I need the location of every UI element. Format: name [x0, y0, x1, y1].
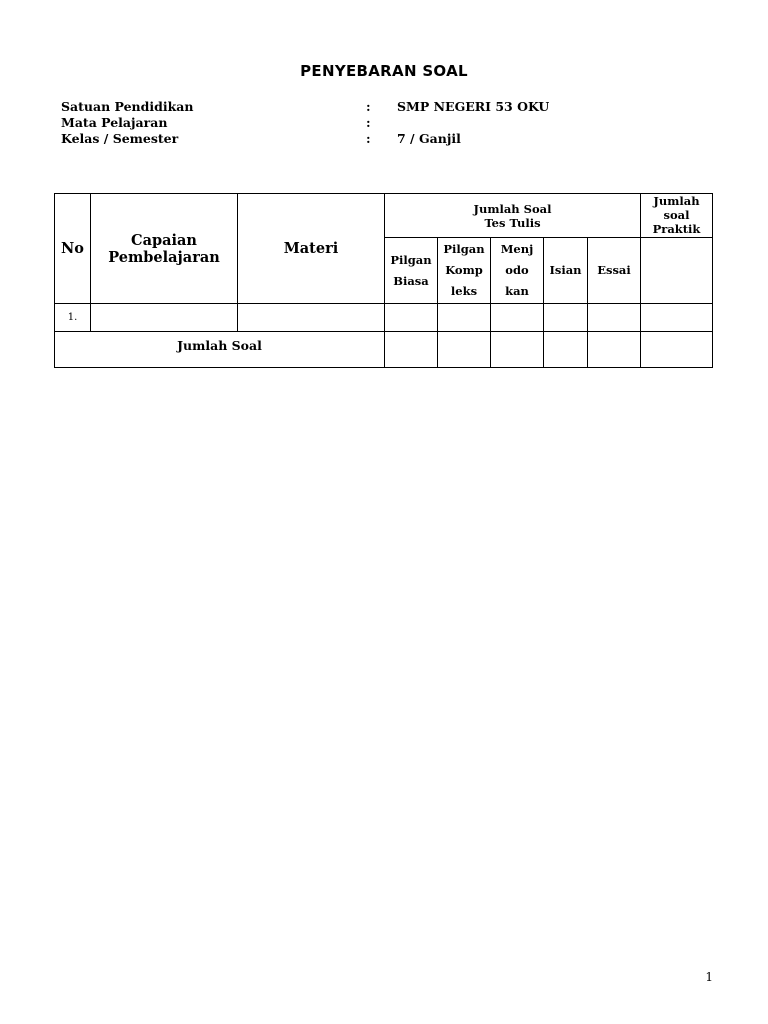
header-essai: Essai — [588, 238, 641, 304]
table-row — [55, 304, 713, 332]
document-title: PENYEBARAN SOAL — [300, 62, 468, 80]
header-isian: Isian — [544, 238, 588, 304]
info-label: Satuan Pendidikan — [61, 99, 194, 114]
header-capaian-pembelajaran: Capaian Pembelajaran — [91, 194, 238, 304]
header-no: No — [55, 194, 91, 304]
row-pilgan-biasa-cell — [385, 304, 438, 332]
header-materi: Materi — [238, 194, 385, 304]
row-isian-cell — [544, 304, 588, 332]
row-praktik-cell — [641, 304, 713, 332]
row-capaian-cell — [91, 304, 238, 332]
row-no-cell: 1. — [55, 304, 91, 332]
info-label: Mata Pelajaran — [61, 115, 168, 130]
header-pilgan-kompleks: Pilgan Komp leks — [438, 238, 491, 304]
footer-pilgan-kompleks-cell — [438, 332, 491, 368]
page-number: 1 — [705, 970, 713, 984]
row-pilgan-kompleks-cell — [438, 304, 491, 332]
header-praktik-empty — [641, 238, 713, 304]
info-value: 7 / Ganjil — [397, 131, 461, 146]
info-colon: : — [366, 99, 371, 114]
footer-isian-cell — [544, 332, 588, 368]
footer-menjodohkan-cell — [491, 332, 544, 368]
info-colon: : — [366, 115, 371, 130]
footer-pilgan-biasa-cell — [385, 332, 438, 368]
header-jumlah-soal-tes-tulis: Jumlah Soal Tes Tulis — [385, 194, 641, 238]
info-colon: : — [366, 131, 371, 146]
footer-row — [55, 332, 713, 368]
header-row-1 — [55, 194, 713, 238]
footer-praktik-cell — [641, 332, 713, 368]
info-label: Kelas / Semester — [61, 131, 179, 146]
footer-jumlah-soal-label: Jumlah Soal — [55, 332, 385, 368]
footer-essai-cell — [588, 332, 641, 368]
row-materi-cell — [238, 304, 385, 332]
header-menjodohkan: Menj odo kan — [491, 238, 544, 304]
row-menjodohkan-cell — [491, 304, 544, 332]
info-value: SMP NEGERI 53 OKU — [397, 99, 550, 114]
penyebaran-soal-table — [54, 193, 713, 368]
row-essai-cell — [588, 304, 641, 332]
header-jumlah-soal-praktik: Jumlah soal Praktik — [641, 194, 713, 238]
header-pilgan-biasa: Pilgan Biasa — [385, 238, 438, 304]
